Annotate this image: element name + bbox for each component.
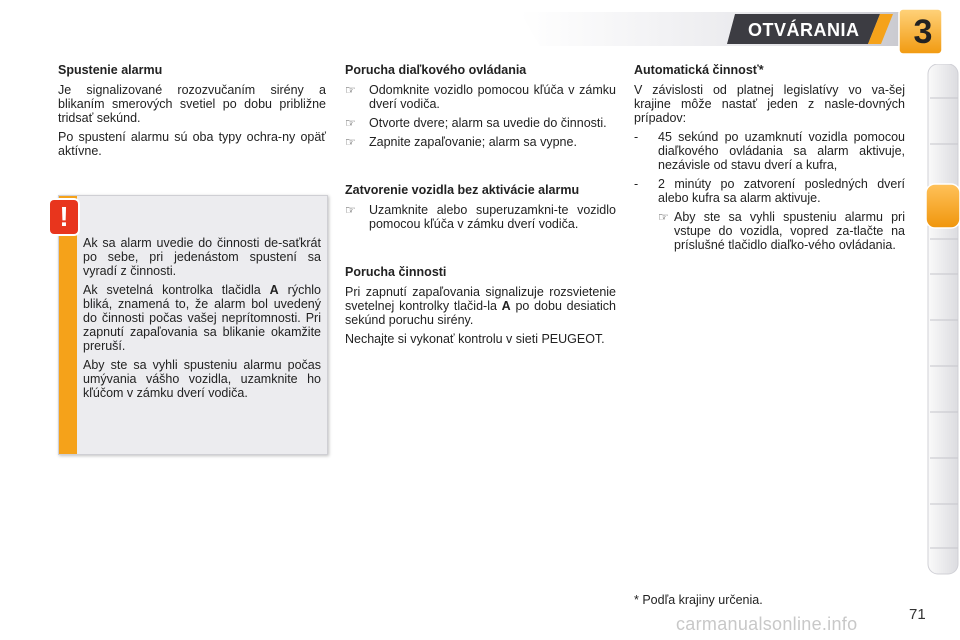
warning-indicator-text-end: rýchlo bliká, znamená to, že alarm bol uvedený do činnosti počas vašej neprítomnosti. Pri zapnutí zapaľovania sa blikanie okamžite preruší.: [83, 283, 321, 353]
automatic-operation-cases: [634, 130, 905, 205]
chapter-title: OTVÁRANIA: [748, 20, 860, 40]
chapter-header: [0, 0, 960, 60]
lock-without-alarm-heading: Zatvorenie vozidla bez aktivácie alarmu: [345, 183, 580, 197]
service-paragraph: Nechajte si vykonať kontrolu v sieti PEUGEOT.: [345, 332, 605, 346]
pointing-hand-icon: ☞: [345, 83, 356, 97]
warning-paragraph-deactivation: Ak sa alarm uvedie do činnosti de-saťkrát po sebe, pri jedenástom spustení sa vyradí z činnosti.: [83, 236, 321, 278]
button-a-label: A: [501, 299, 511, 313]
list-item: ☞ Zapnite zapaľovanie; alarm sa vypne.: [345, 135, 577, 149]
warning-indicator-text-start: Ak svetelná kontrolka tlačidla: [83, 283, 270, 297]
remote-failure-steps: [345, 83, 616, 149]
warning-paragraph-indicator: [83, 283, 321, 353]
list-item: ☞ Uzamknite alebo superuzamkni-te vozidlo pomocou kľúča v zámku dverí vodiča.: [345, 203, 616, 231]
automatic-operation-heading: Automatická činnosť*: [634, 63, 764, 77]
malfunction-paragraph: Pri zapnutí zapaľovania signalizuje rozsvietenie svetelnej kontrolky tlačid-la A po dobu desiatich sekúnd poruchu sirény.: [345, 285, 616, 327]
warning-box-text: [83, 236, 321, 405]
pointing-hand-icon: ☞: [345, 203, 356, 217]
list-item: ☞ Aby ste sa vyhli spusteniu alarmu pri vstupe do vozidla, vopred za-tlačte na príslušné tlačidlo diaľko-vého ovládania.: [658, 210, 905, 252]
alarm-trigger-heading: Spustenie alarmu: [58, 63, 163, 77]
pointing-hand-icon: ☞: [345, 135, 356, 149]
warning-paragraph-car-wash: Aby ste sa vyhli spusteniu alarmu počas umývania vášho vozidla, uzamknite ho kľúčom v zámku dverí vodiča.: [83, 358, 321, 400]
button-a-label: A: [269, 283, 279, 297]
warning-box: [58, 195, 328, 455]
column-middle: [345, 63, 616, 351]
alarm-trigger-paragraph: Je signalizované rozozvučaním sirény a blikaním smerových svetiel po dobu približne tridsať sekúnd.: [58, 83, 326, 125]
column-right: [634, 63, 905, 252]
column-left: [58, 63, 326, 163]
page-number: 71: [909, 606, 926, 623]
watermark: carmanualsonline.info: [676, 614, 858, 634]
list-item: - 2 minúty po zatvorení posledných dverí alebo kufra sa alarm aktivuje.: [634, 177, 905, 205]
malfunction-heading: Porucha činnosti: [345, 265, 447, 279]
list-item: - 45 sekúnd po uzamknutí vozidla pomocou diaľkového ovládania sa alarm aktivuje, nezávisle od stavu dverí a kufra,: [634, 130, 905, 172]
footnote: * Podľa krajiny určenia.: [634, 593, 763, 607]
chapter-tabs-graphic: [926, 64, 960, 576]
list-item: ☞ Odomknite vozidlo pomocou kľúča v zámku dverí vodiča.: [345, 83, 616, 111]
automatic-operation-intro: V závislosti od platnej legislatívy vo va-šej krajine môže nastať jeden z nasle-dovných prípadov:: [634, 83, 905, 125]
warning-exclamation-icon: !: [50, 200, 78, 234]
alarm-reactivation-paragraph: Po spustení alarmu sú oba typy ochra-ny opäť aktívne.: [58, 130, 326, 158]
pointing-hand-icon: ☞: [658, 210, 669, 224]
chapter-tab-rail: [926, 64, 960, 576]
warning-box-accent-bar: [59, 196, 77, 454]
list-item: ☞ Otvorte dvere; alarm sa uvedie do činnosti.: [345, 116, 607, 130]
remote-failure-heading: Porucha diaľkového ovládania: [345, 63, 527, 77]
lock-without-alarm-steps: [345, 203, 616, 231]
pointing-hand-icon: ☞: [345, 116, 356, 130]
chapter-number-badge: 3: [913, 13, 933, 51]
